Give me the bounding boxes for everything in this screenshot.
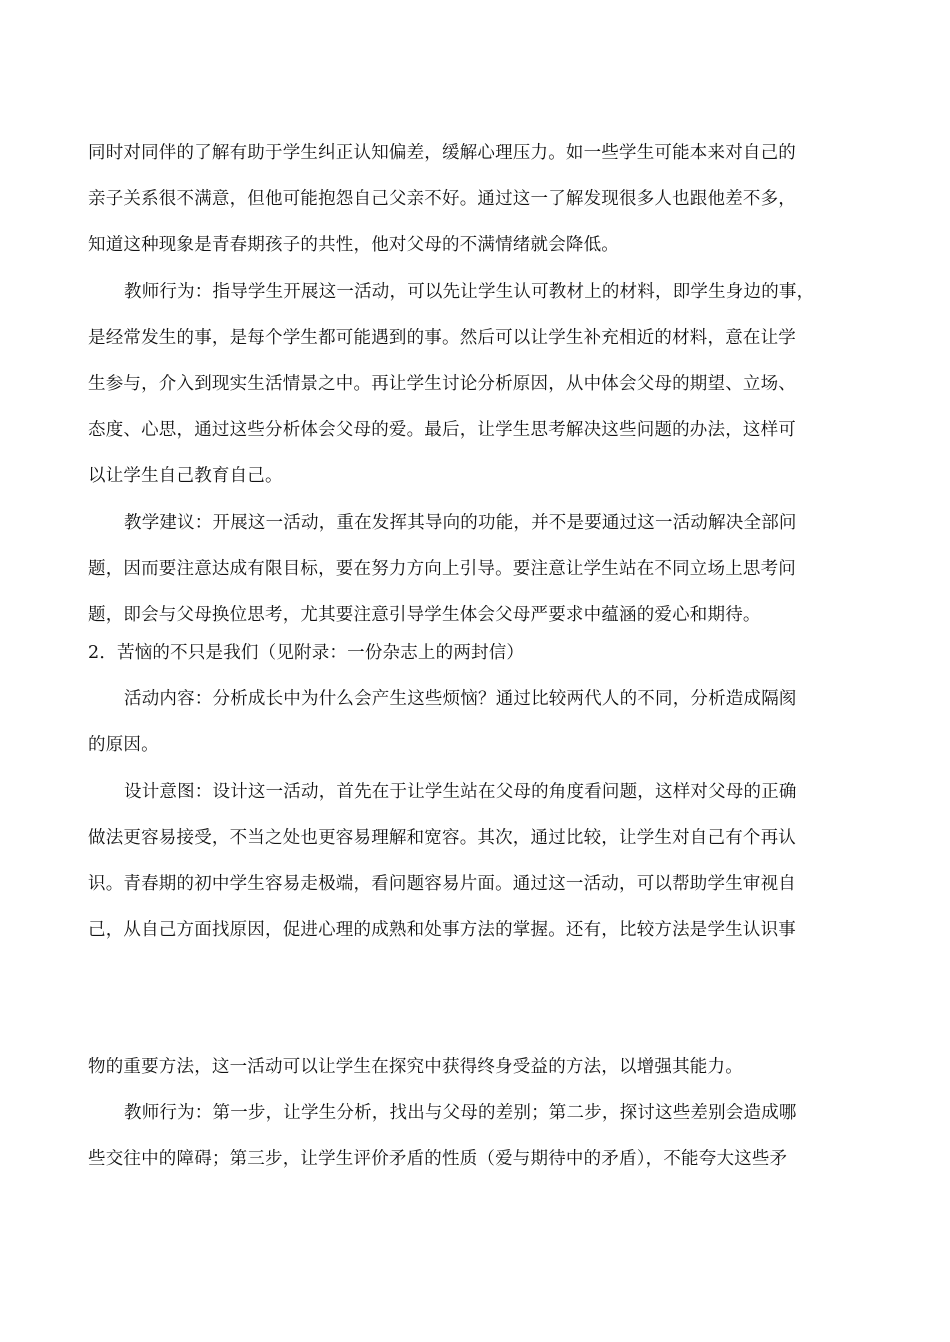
paragraph-line: 的原因。 [88, 734, 159, 755]
paragraph-line: 题，即会与父母换位思考，尤其要注意引导学生体会父母严要求中蕴涵的爱心和期待。 [88, 604, 761, 625]
paragraph-line: 教师行为：第一步，让学生分析，找出与父母的差别；第二步，探讨这些差别会造成哪 [124, 1102, 797, 1123]
paragraph-line: 物的重要方法，这一活动可以让学生在探究中获得终身受益的方法，以增强其能力。 [88, 1056, 743, 1077]
paragraph-line: 活动内容：分析成长中为什么会产生这些烦恼？通过比较两代人的不同，分析造成隔阂 [124, 688, 797, 709]
paragraph-line: 态度、心思，通过这些分析体会父母的爱。最后，让学生思考解决这些问题的办法，这样可 [88, 419, 796, 440]
paragraph-line: 些交往中的障碍；第三步，让学生评价矛盾的性质（爱与期待中的矛盾），不能夸大这些矛 [88, 1148, 788, 1169]
paragraph-line: 以让学生自己教育自己。 [88, 465, 283, 486]
paragraph-line: 做法更容易接受，不当之处也更容易理解和宽容。其次，通过比较，让学生对自己有个再认 [88, 827, 796, 848]
paragraph-line: 教学建议：开展这一活动，重在发挥其导向的功能，并不是要通过这一活动解决全部问 [124, 512, 797, 533]
paragraph-line: 同时对同伴的了解有助于学生纠正认知偏差，缓解心理压力。如一些学生可能本来对自己的 [88, 142, 796, 163]
paragraph-line: 亲子关系很不满意，但他可能抱怨自己父亲不好。通过这一了解发现很多人也跟他差不多， [88, 188, 796, 209]
paragraph-line: 生参与，介入到现实生活情景之中。再让学生讨论分析原因，从中体会父母的期望、立场、 [88, 373, 796, 394]
paragraph-line: 识。青春期的初中学生容易走极端，看问题容易片面。通过这一活动，可以帮助学生审视自 [88, 873, 796, 894]
section-heading: 2．苦恼的不只是我们（见附录：一份杂志上的两封信） [88, 642, 525, 663]
paragraph-line: 知道这种现象是青春期孩子的共性，他对父母的不满情绪就会降低。 [88, 234, 619, 255]
paragraph-line: 设计意图：设计这一活动，首先在于让学生站在父母的角度看问题，这样对父母的正确 [124, 781, 797, 802]
paragraph-line: 教师行为：指导学生开展这一活动，可以先让学生认可教材上的材料，即学生身边的事， [124, 281, 815, 302]
paragraph-line: 题，因而要注意达成有限目标，要在努力方向上引导。要注意让学生站在不同立场上思考问 [88, 558, 796, 579]
paragraph-line: 是经常发生的事，是每个学生都可能遇到的事。然后可以让学生补充相近的材料，意在让学 [88, 327, 796, 348]
paragraph-line: 己，从自己方面找原因，促进心理的成熟和处事方法的掌握。还有，比较方法是学生认识事 [88, 919, 796, 940]
